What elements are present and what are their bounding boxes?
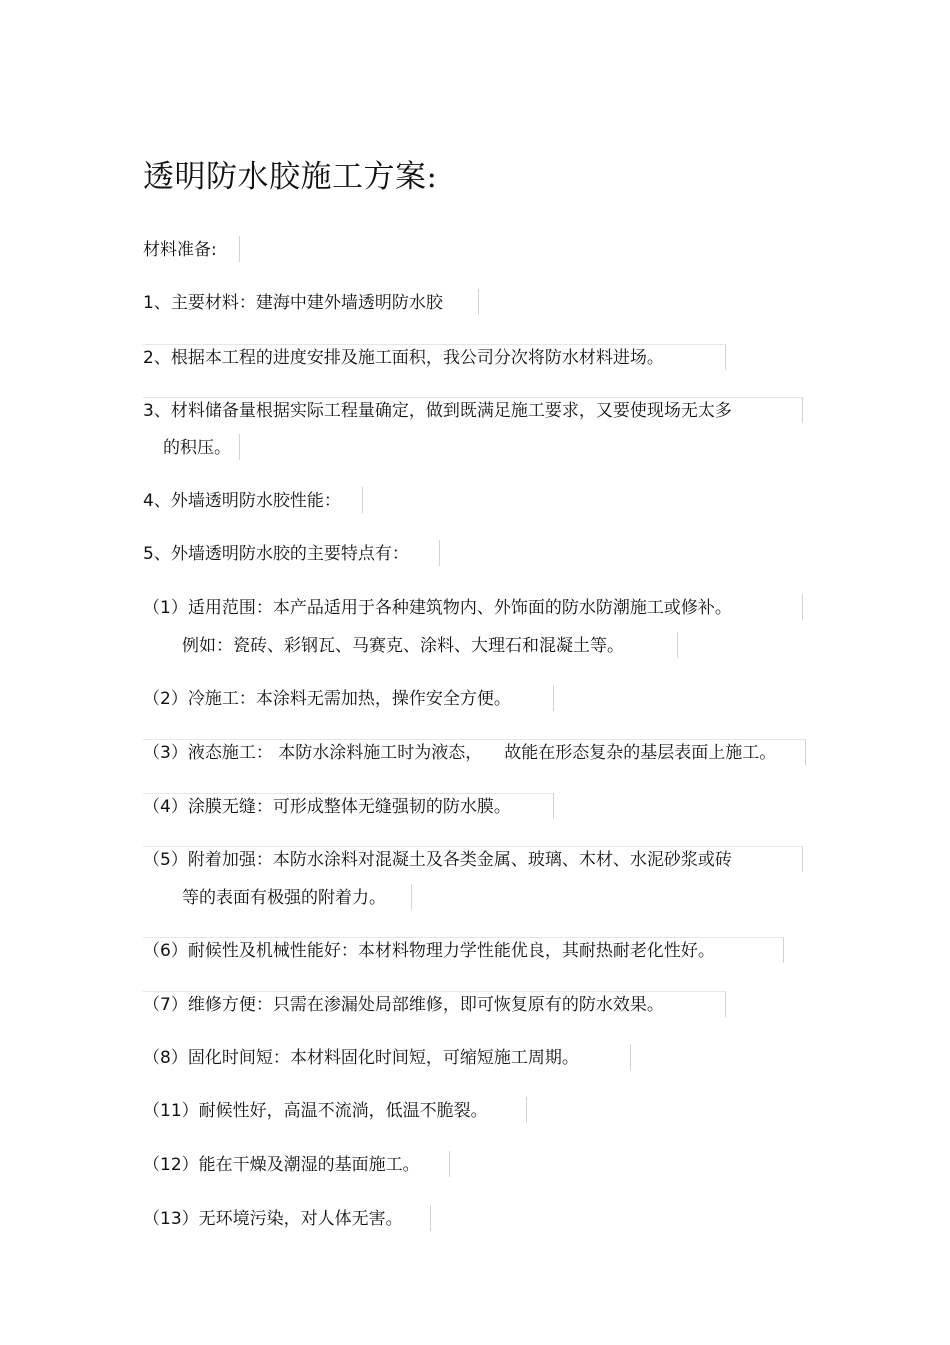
item-1-line-2: 例如：瓷砖、彩钢瓦、马赛克、涂料、大理石和混凝土等。 [182,636,624,656]
item-13: （13）无环境污染，对人体无害。 [143,1209,403,1229]
paragraph-5: 5、外墙透明防水胶的主要特点有： [143,544,409,564]
item-3-part-1: （3）液态施工： 本防水涂料施工时为液态， [143,743,483,763]
item-7: （7）维修方便：只需在渗漏处局部维修，即可恢复原有的防水效果。 [143,995,664,1015]
item-8: （8）固化时间短：本材料固化时间短，可缩短施工周期。 [143,1048,579,1068]
page-title: 透明防水胶施工方案: [143,159,438,195]
item-2: （2）冷施工：本涂料无需加热，操作安全方便。 [143,689,511,709]
paragraph-2: 2、根据本工程的进度安排及施工面积，我公司分次将防水材料进场。 [143,348,664,368]
item-11: （11）耐候性好，高温不流淌，低温不脆裂。 [143,1101,488,1121]
paragraph-3-line-1: 3、材料储备量根据实际工程量确定，做到既满足施工要求，又要使现场无太多 [143,401,732,421]
item-4: （4）涂膜无缝：可形成整体无缝强韧的防水膜。 [143,797,511,817]
paragraph-4: 4、外墙透明防水胶性能： [143,491,341,511]
item-6: （6）耐候性及机械性能好：本材料物理力学性能优良，其耐热耐老化性好。 [143,941,715,961]
item-5-line-2: 等的表面有极强的附着力。 [182,888,386,908]
item-12: （12）能在干燥及潮湿的基面施工。 [143,1155,420,1175]
item-3-part-2: 故能在形态复杂的基层表面上施工。 [504,743,777,763]
item-1-line-1: （1）适用范围：本产品适用于各种建筑物内、外饰面的防水防潮施工或修补。 [143,598,732,618]
item-5-line-1: （5）附着加强：本防水涂料对混凝土及各类金属、玻璃、木材、水泥砂浆或砖 [143,850,732,870]
paragraph-1: 1、主要材料：建海中建外墙透明防水胶 [143,293,443,313]
materials-heading: 材料准备: [143,240,217,260]
item-3 [143,741,776,765]
paragraph-3-line-2: 的积压。 [163,438,231,458]
